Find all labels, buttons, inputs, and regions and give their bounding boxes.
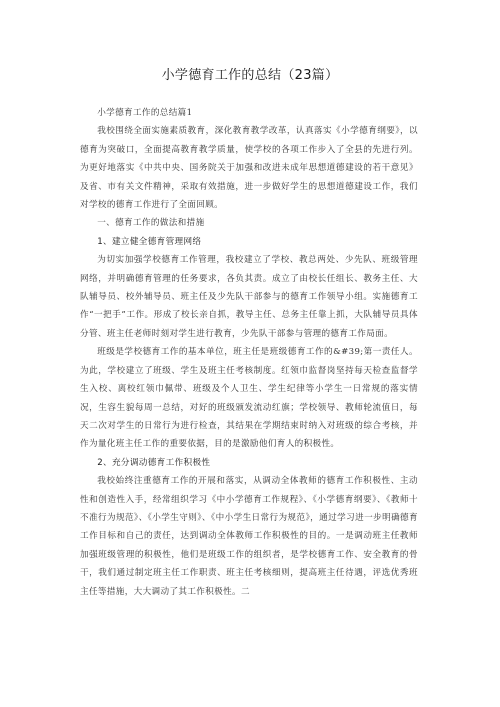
section-heading: 小学德育工作的总结篇1 (97, 108, 193, 118)
section-heading-measures: 一、德育工作的做法和措施 (97, 218, 205, 229)
document-title: 小学德育工作的总结（23篇） (161, 68, 339, 83)
paragraph-motivation: 我校始终注重德育工作的开展和落实，从调动全体教师的德育工作积极性、主动性和创造性入手，经常组织学习《中小学德育工作规程》、《小学德育纲要》、《教师十不准行为规范》、《小学生守则》、《中小学生日常行为规范》，通过学习进一步明确德育工作目标和自己的责任，达到调动全体教师工作积极性的目的。一是调动班主任教师加强班级管理的积极性，他们是班级工作的组织者，是学校德育工作、安全教育的骨干，我们通过制定班主任工作职责、班主任考核细则，提高班主任待遇，评选优秀班主任等措施，大大调动了其工作积极性。二 (80, 476, 418, 597)
paragraph-network: 为切实加强学校德育工作管理，我校建立了学校、教总两处、少先队、班级管理网络，并明确德育管理的任务要求，各负其责。成立了由校长任组长、教务主任、大队辅导员、校外辅导员、班主任及少先队干部参与的德育工作领导小组。实施德育工作“一把手”工作。形成了校长亲自抓，教导主任、总务主任靠上抓，大队辅导员具体分管、班主任老师时刻对学生进行教育，少先队干部参与管理的德育工作局面。 (80, 255, 418, 339)
document-body (80, 104, 418, 601)
paragraph-intro: 我校围绕全面实施素质教育，深化教育教学改革，认真落实《小学德育纲要》，以德育为突破口，全面提高教育教学质量，使学校的各项工作步入了全县的先进行列。为更好地落实《中共中央、国务院关于加强和改进未成年思想道德建设的若干意见》及省、市有关文件精神，采取有效措施，进一步做好学生的思想道德建设工作，我们对学校的德育工作进行了全面回顾。 (80, 126, 418, 211)
subheading-motivation: 2、充分调动德育工作积极性 (97, 457, 211, 468)
paragraph-class-unit: 班级是学校德育工作的基本单位，班主任是班级德育工作的&#39;第一责任人。为此，学校建立了班级、学生及班主任考核制度。红领巾监督岗坚持每天检查监督学生入校、离校红领巾佩带、班级及个人卫生、学生纪律等小学生一日常规的落实情况，生容生貌每周一总结，对好的班级颁发流动红旗；学校领导、教师轮流值日，每天二次对学生的日常行为进行检查，其结果在学期结束时纳入对班级的综合考核，并作为量化班主任工作的重要依据，目的是激励他们育人的积极性。 (80, 347, 418, 450)
subheading-network: 1、建立健全德育管理网络 (97, 236, 202, 247)
